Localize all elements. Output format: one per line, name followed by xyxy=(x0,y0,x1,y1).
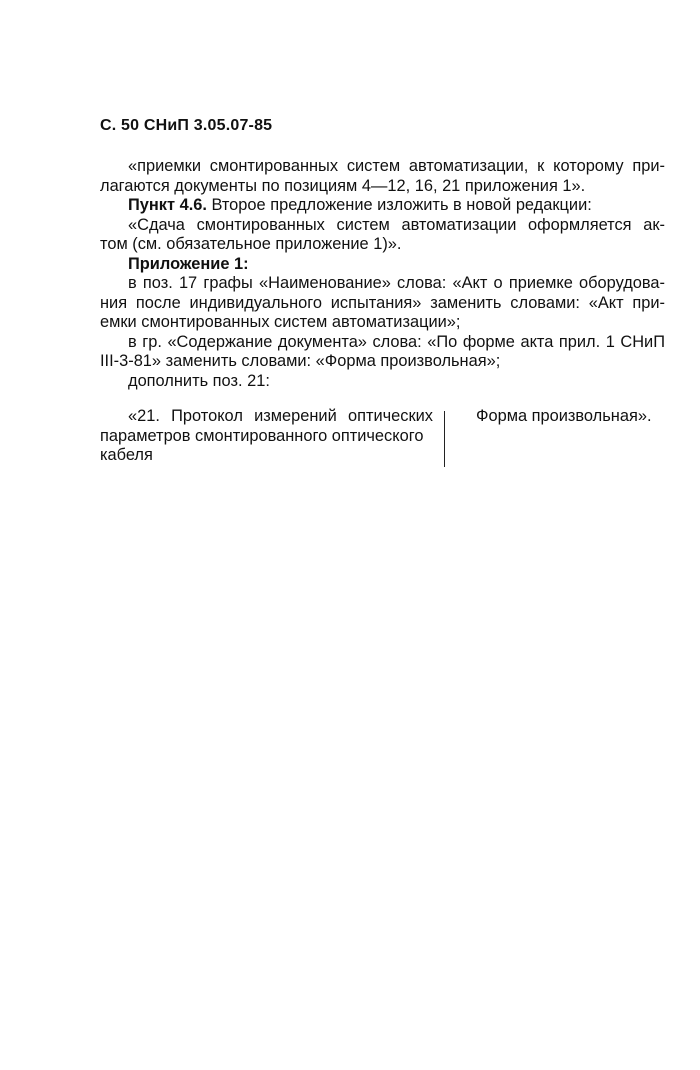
paragraph-line: ния после индивидуального испытания» заменить словами: «Акт при- xyxy=(100,293,665,312)
clause-text: Второе предложение изложить в новой редакции: xyxy=(206,196,592,214)
paragraph-line: том (см. обязательное приложение 1)». xyxy=(100,235,402,253)
paragraph-line: лагаются документы по позициям 4—12, 16, 21 приложения 1». xyxy=(100,176,586,195)
paragraph-line: «приемки смонтированных систем автоматизации, к которому при- xyxy=(128,157,665,175)
cell-line: кабеля xyxy=(100,446,153,464)
table-row xyxy=(100,407,665,467)
paragraph-line: дополнить поз. 21: xyxy=(128,371,270,390)
cell-line: «21. Протокол измерений оптических xyxy=(128,407,433,425)
document-body xyxy=(100,157,665,391)
paragraph-line: «Сдача смонтированных систем автоматизации оформляется ак- xyxy=(128,215,665,234)
clause-paragraph xyxy=(100,196,665,216)
paragraph-line: в гр. «Содержание документа» слова: «По форме акта прил. 1 СНиП xyxy=(128,332,665,351)
paragraph-line: III-3-81» заменить словами: «Форма произвольная»; xyxy=(100,352,501,370)
paragraph-line: емки смонтированных систем автоматизации»; xyxy=(100,313,461,331)
column-divider xyxy=(444,411,445,467)
paragraph-line: в поз. 17 графы «Наименование» слова: «Акт о приемке оборудова- xyxy=(128,274,665,292)
cell-line: параметров смонтированного оптического xyxy=(100,426,424,445)
table-cell-content: Форма произвольная». xyxy=(476,407,652,425)
clause-label: Пункт 4.6. xyxy=(128,196,207,214)
page-header: С. 50 СНиП 3.05.07-85 xyxy=(100,117,273,134)
appendix-heading: Приложение 1: xyxy=(128,254,249,273)
table-cell-name xyxy=(100,407,433,466)
